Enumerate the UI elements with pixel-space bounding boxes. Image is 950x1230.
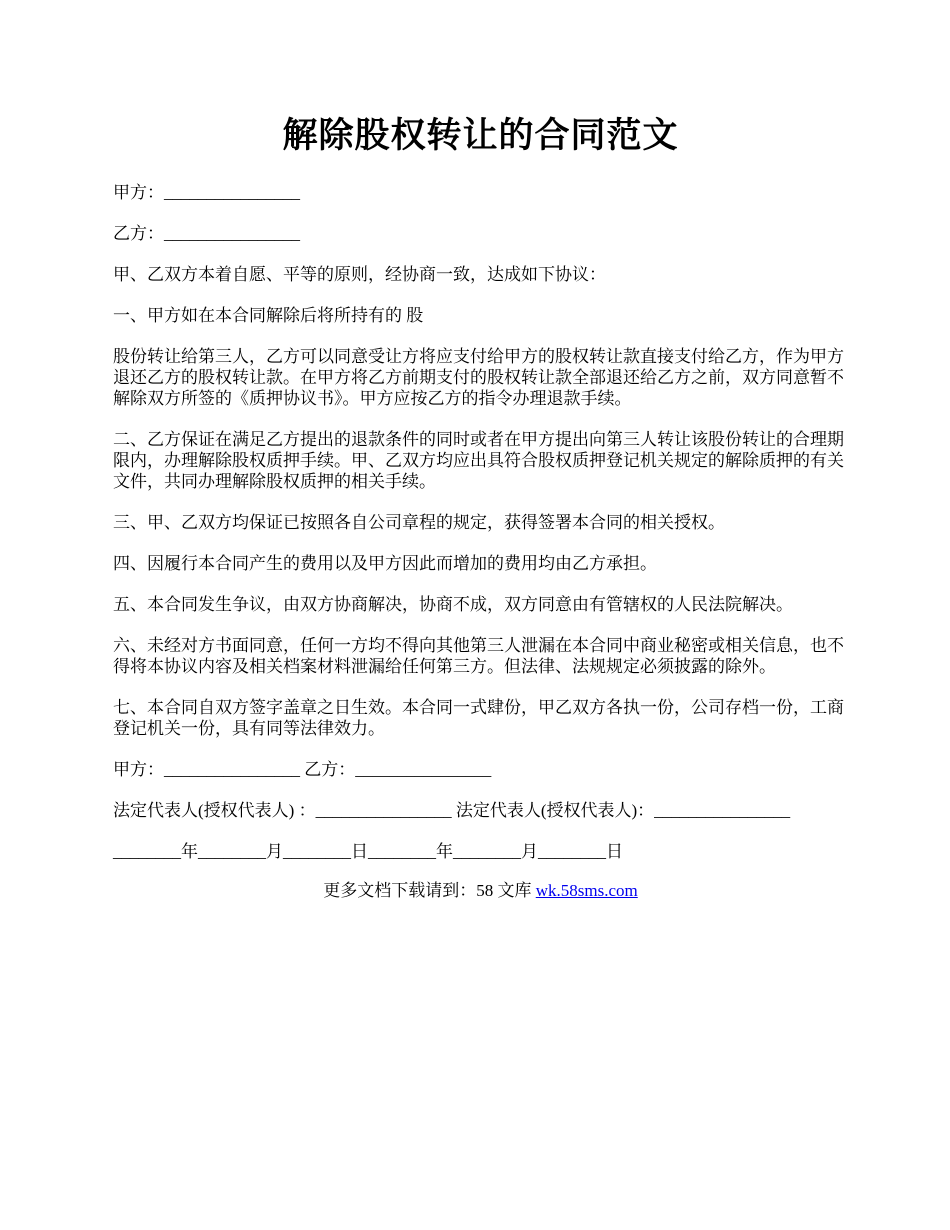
- party-b-line: 乙方：________________: [113, 224, 300, 243]
- footer: [113, 880, 848, 901]
- document-title: 解除股权转让的合同范文: [282, 116, 679, 155]
- clause-1-heading: 一、甲方如在本合同解除后将所持有的 股: [113, 306, 424, 325]
- footer-text: 更多文档下载请到：58 文库: [323, 881, 536, 900]
- clause-3: 三、甲、乙双方均保证已按照各自公司章程的规定，获得签署本合同的相关授权。: [113, 513, 725, 532]
- signature-parties-line: 甲方：________________ 乙方：________________: [113, 760, 492, 779]
- party-a-line: 甲方：________________: [113, 183, 300, 202]
- legal-representative-line: 法定代表人(授权代表人) ：________________ 法定代表人(授权代表人)：________________: [113, 801, 791, 820]
- document-page: [113, 0, 848, 901]
- clause-1-body: 股份转让给第三人，乙方可以同意受让方将应支付给甲方的股权转让款直接支付给乙方，作为甲方退还乙方的股权转让款。在甲方将乙方前期支付的股权转让款全部退还给乙方之前，双方同意暂不解除双方所签的《质押协议书》。甲方应按乙方的指令办理退款手续。: [113, 347, 844, 408]
- clause-6: 六、未经对方书面同意，任何一方均不得向其他第三人泄漏在本合同中商业秘密或相关信息，也不得将本协议内容及相关档案材料泄漏给任何第三方。但法律、法规规定必须披露的除外。: [113, 636, 844, 676]
- preamble-paragraph: 甲、乙双方本着自愿、平等的原则，经协商一致，达成如下协议：: [113, 265, 606, 284]
- footer-link[interactable]: wk.58sms.com: [535, 881, 638, 900]
- clause-2: 二、乙方保证在满足乙方提出的退款条件的同时或者在甲方提出向第三人转让该股份转让的合理期限内，办理解除股权质押手续。甲、乙双方均应出具符合股权质押登记机关规定的解除质押的有关文件，共同办理解除股权质押的相关手续。: [113, 430, 844, 491]
- clause-7: 七、本合同自双方签字盖章之日生效。本合同一式肆份，甲乙双方各执一份，公司存档一份，工商登记机关一份，具有同等法律效力。: [113, 698, 844, 738]
- clause-5: 五、本合同发生争议，由双方协商解决，协商不成，双方同意由有管辖权的人民法院解决。: [113, 595, 793, 614]
- date-line: ________年________月________日________年________月________日: [113, 842, 623, 861]
- clause-4: 四、因履行本合同产生的费用以及甲方因此而增加的费用均由乙方承担。: [113, 554, 657, 573]
